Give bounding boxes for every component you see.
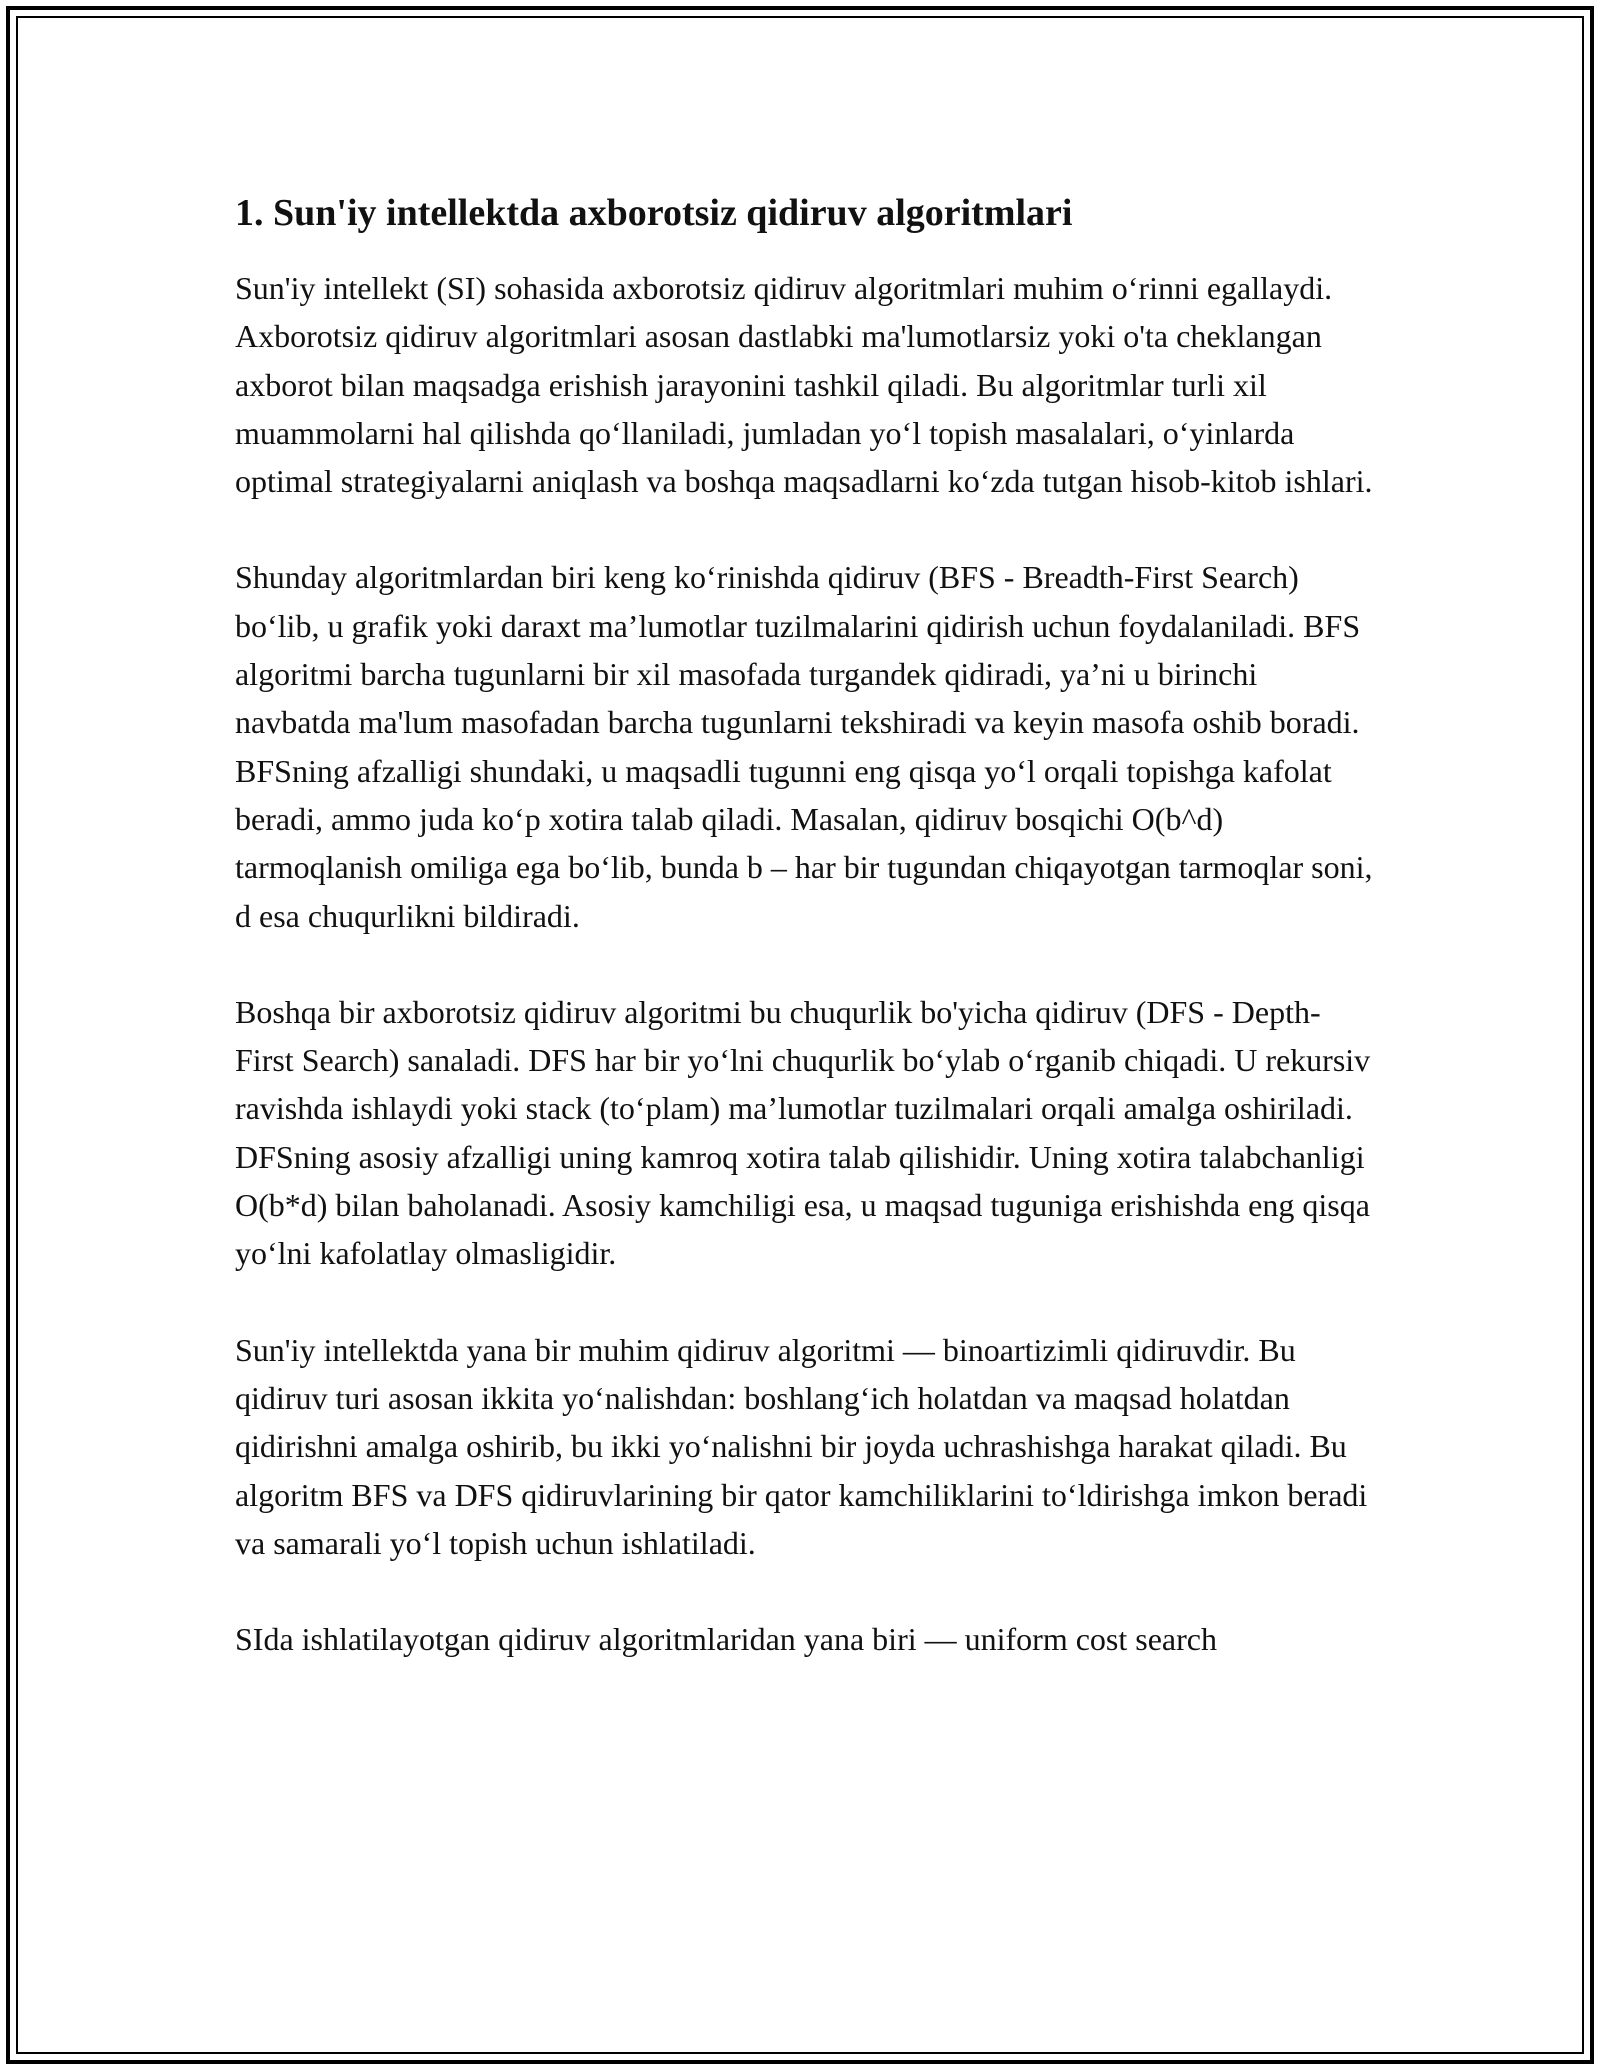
document-body [235, 188, 1375, 1663]
paragraph-intro: Sun'iy intellekt (SI) sohasida axborotsiz qidiruv algoritmlari muhim o‘rinni egallaydi. Axborotsiz qidiruv algoritmlari asosan dastlabki ma'lumotlarsiz yoki o'ta cheklangan axborot bilan maqsadga erishish jarayonini tashkil qiladi. Bu algoritmlar turli xil muammolarni hal qilishda qo‘llaniladi, jumladan yo‘l topish masalalari, o‘yinlarda optimal strategiyalarni aniqlash va boshqa maqsadlarni ko‘zda tutgan hisob-kitob ishlari. [235, 270, 1373, 500]
paragraph-bidirectional: Sun'iy intellektda yana bir muhim qidiruv algoritmi — binoartizimli qidiruvdir. Bu qidiruv turi asosan ikkita yo‘nalishdan: boshlang‘ich holatdan va maqsad holatdan qidirishni amalga oshirib, bu ikki yo‘nalishni bir joyda uchrashishga harakat qiladi. Bu algoritm BFS va DFS qidiruvlarining bir qator kamchiliklarini to‘ldirishga imkon beradi va samarali yo‘l topish uchun ishlatiladi. [235, 1331, 1368, 1561]
section-heading: 1. Sun'iy intellektda axborotsiz qidiruv algoritmlari [235, 192, 1073, 234]
paragraph-dfs: Boshqa bir axborotsiz qidiruv algoritmi bu chuqurlik bo'yicha qidiruv (DFS - Depth-First Search) sanaladi. DFS har bir yo‘lni chuqurlik bo‘ylab o‘rganib chiqadi. U rekursiv ravishda ishlaydi yoki stack (to‘plam) ma’lumotlar tuzilmalari orqali amalga oshiriladi. DFSning asosiy afzalligi uning kamroq xotira talab qilishidir. Uning xotira talabchanligi O(b*d) bilan baholanadi. Asosiy kamchiligi esa, u maqsad tuguniga erishishda eng qisqa yo‘lni kafolatlay olmasligidir. [235, 993, 1371, 1272]
paragraph-uniform-cost: SIda ishlatilayotgan qidiruv algoritmlaridan yana biri — uniform cost search [235, 1621, 1217, 1658]
paragraph-bfs: Shunday algoritmlardan biri keng ko‘rinishda qidiruv (BFS - Breadth-First Search) bo‘lib, u grafik yoki daraxt ma’lumotlar tuzilmalarini qidirish uchun foydalaniladi. BFS algoritmi barcha tugunlarni bir xil masofada turgandek qidiradi, ya’ni u birinchi navbatda ma'lum masofadan barcha tugunlarni tekshiradi va keyin masofa oshib boradi. BFSning afzalligi shundaki, u maqsadli tugunni eng qisqa yo‘l orqali topishga kafolat beradi, ammo juda ko‘p xotira talab qiladi. Masalan, qidiruv bosqichi O(b^d) tarmoqlanish omiliga ega bo‘lib, bunda b – har bir tugundan chiqayotgan tarmoqlar soni, d esa chuqurlikni bildiradi. [235, 559, 1373, 934]
